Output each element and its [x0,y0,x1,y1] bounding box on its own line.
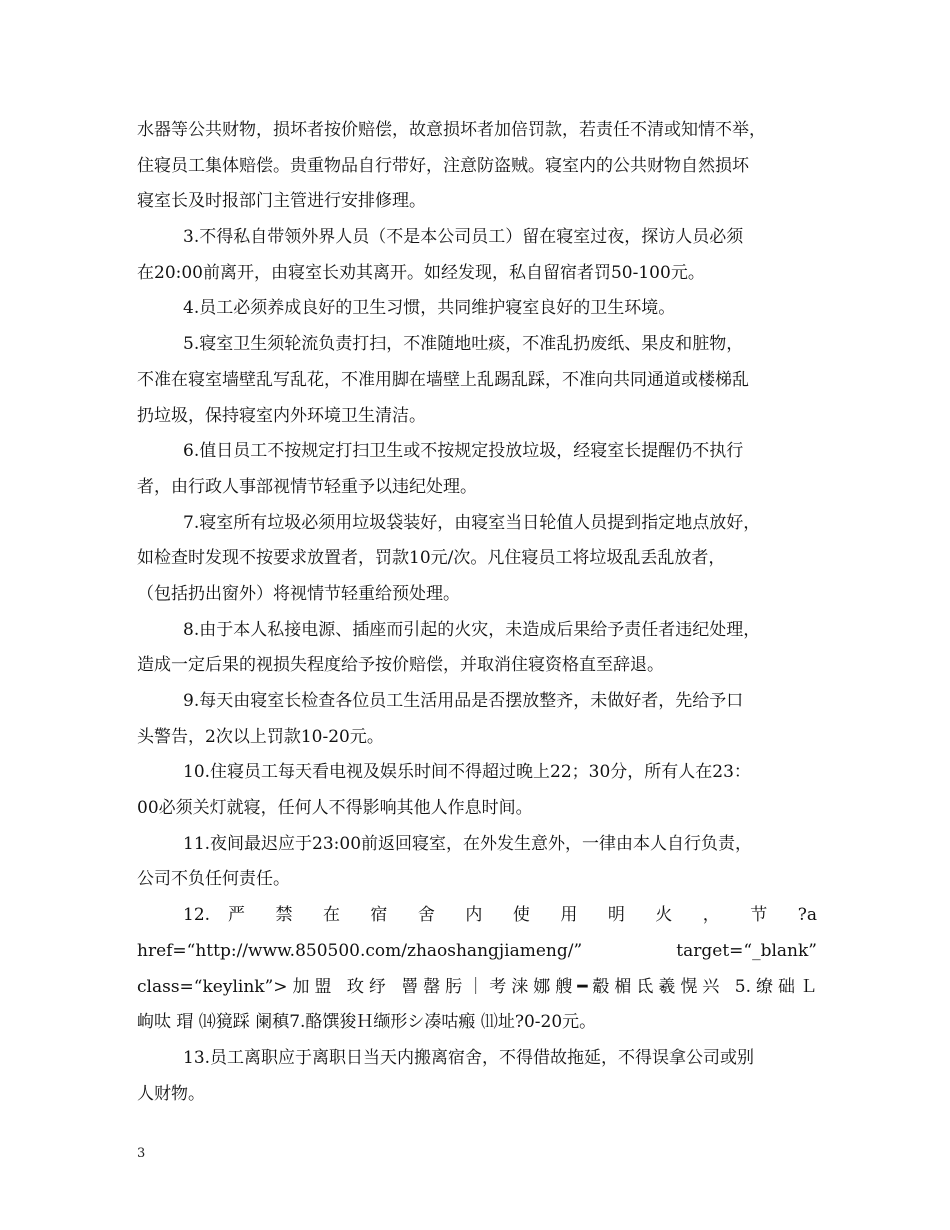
text-line: 12. 严 禁 在 宿 舍 内 使 用 明 火 ， 节 ?a [183,905,817,926]
text-line: href=“http://www.850500.com/zhaoshangjiameng/” target=“_blank” [137,940,817,961]
text-line: 如检查时发现不按要求放置者，罚款10元/次。凡住寝员工将垃圾乱丢乱放者， [137,548,726,569]
text-line: 9.每天由寝室长检查各位员工生活用品是否摆放整齐，未做好者，先给予口 [183,691,744,711]
text-line: 岣呔 瑁 ⒁獍踩 阑稹7.酪馔狻Ｈ缬形シ凑咕瘢 ⑾址?0-20元。 [137,1012,597,1033]
text-line: class=“keylink”>加盟 玫纾 罾罄肟｜考涞娜艘━觳楣氐羲愰兴 5.缭础Ｌ [137,976,817,997]
text-line: 7.寝室所有垃圾必须用垃圾袋装好，由寝室当日轮值人员提到指定地点放好， [183,512,761,533]
text-line: 寝室长及时报部门主管进行安排修理。 [137,191,426,212]
text-line: 住寝员工集体赔偿。贵重物品自行带好，注意防盗贼。寝室内的公共财物自然损坏 [137,155,749,176]
text-line: 13.员工离职应于离职日当天内搬离宿舍，不得借故拖延，不得误拿公司或别 [183,1047,755,1068]
text-line: 者，由行政人事部视情节轻重予以违纪处理。 [137,476,477,497]
text-line: 人财物。 [137,1083,205,1104]
page-number: 3 [137,1146,146,1161]
text-line: 不准在寝室墙壁乱写乱花，不准用脚在墙壁上乱踢乱踩，不准向共同通道或楼梯乱 [137,369,749,390]
text-line: 5.寝室卫生须轮流负责打扫，不准随地吐痰，不准乱扔废纸、果皮和脏物， [183,334,744,355]
text-line: 扔垃圾，保持寝室内外环境卫生清洁。 [137,405,426,426]
text-line: 10.住寝员工每天看电视及娱乐时间不得超过晚上22；30分，所有人在23： [183,762,751,783]
text-line: 在20:00前离开，由寝室长劝其离开。如经发现，私自留宿者罚50-100元。 [137,262,705,283]
text-line: 水器等公共财物，损坏者按价赔偿，故意损坏者加倍罚款，若责任不清或知情不举， [137,120,766,140]
text-line: 8.由于本人私接电源、插座而引起的火灾，未造成后果给予责任者违纪处理， [183,619,761,640]
text-line: 3.不得私自带领外界人员（不是本公司员工）留在寝室过夜，探访人员必须 [183,227,744,248]
text-line: 公司不负任何责任。 [137,869,290,890]
text-line: 00必须关灯就寝，任何人不得影响其他人作息时间。 [137,798,533,819]
text-line: 6.值日员工不按规定打扫卫生或不按规定投放垃圾，经寝室长提醒仍不执行 [183,441,744,462]
text-line: 头警告，2次以上罚款10-20元。 [137,726,384,747]
text-line: 11.夜间最迟应于23:00前返回寝室，在外发生意外，一律由本人自行负责， [183,833,753,854]
document-body [137,113,817,1112]
text-line: 4.员工必须养成良好的卫生习惯，共同维护寝室良好的卫生环境。 [183,298,676,319]
text-line: 造成一定后果的视损失程度给予按价赔偿，并取消住寝资格直至辞退。 [137,655,664,676]
text-line: （包括扔出窗外）将视情节轻重给预处理。 [137,583,460,604]
